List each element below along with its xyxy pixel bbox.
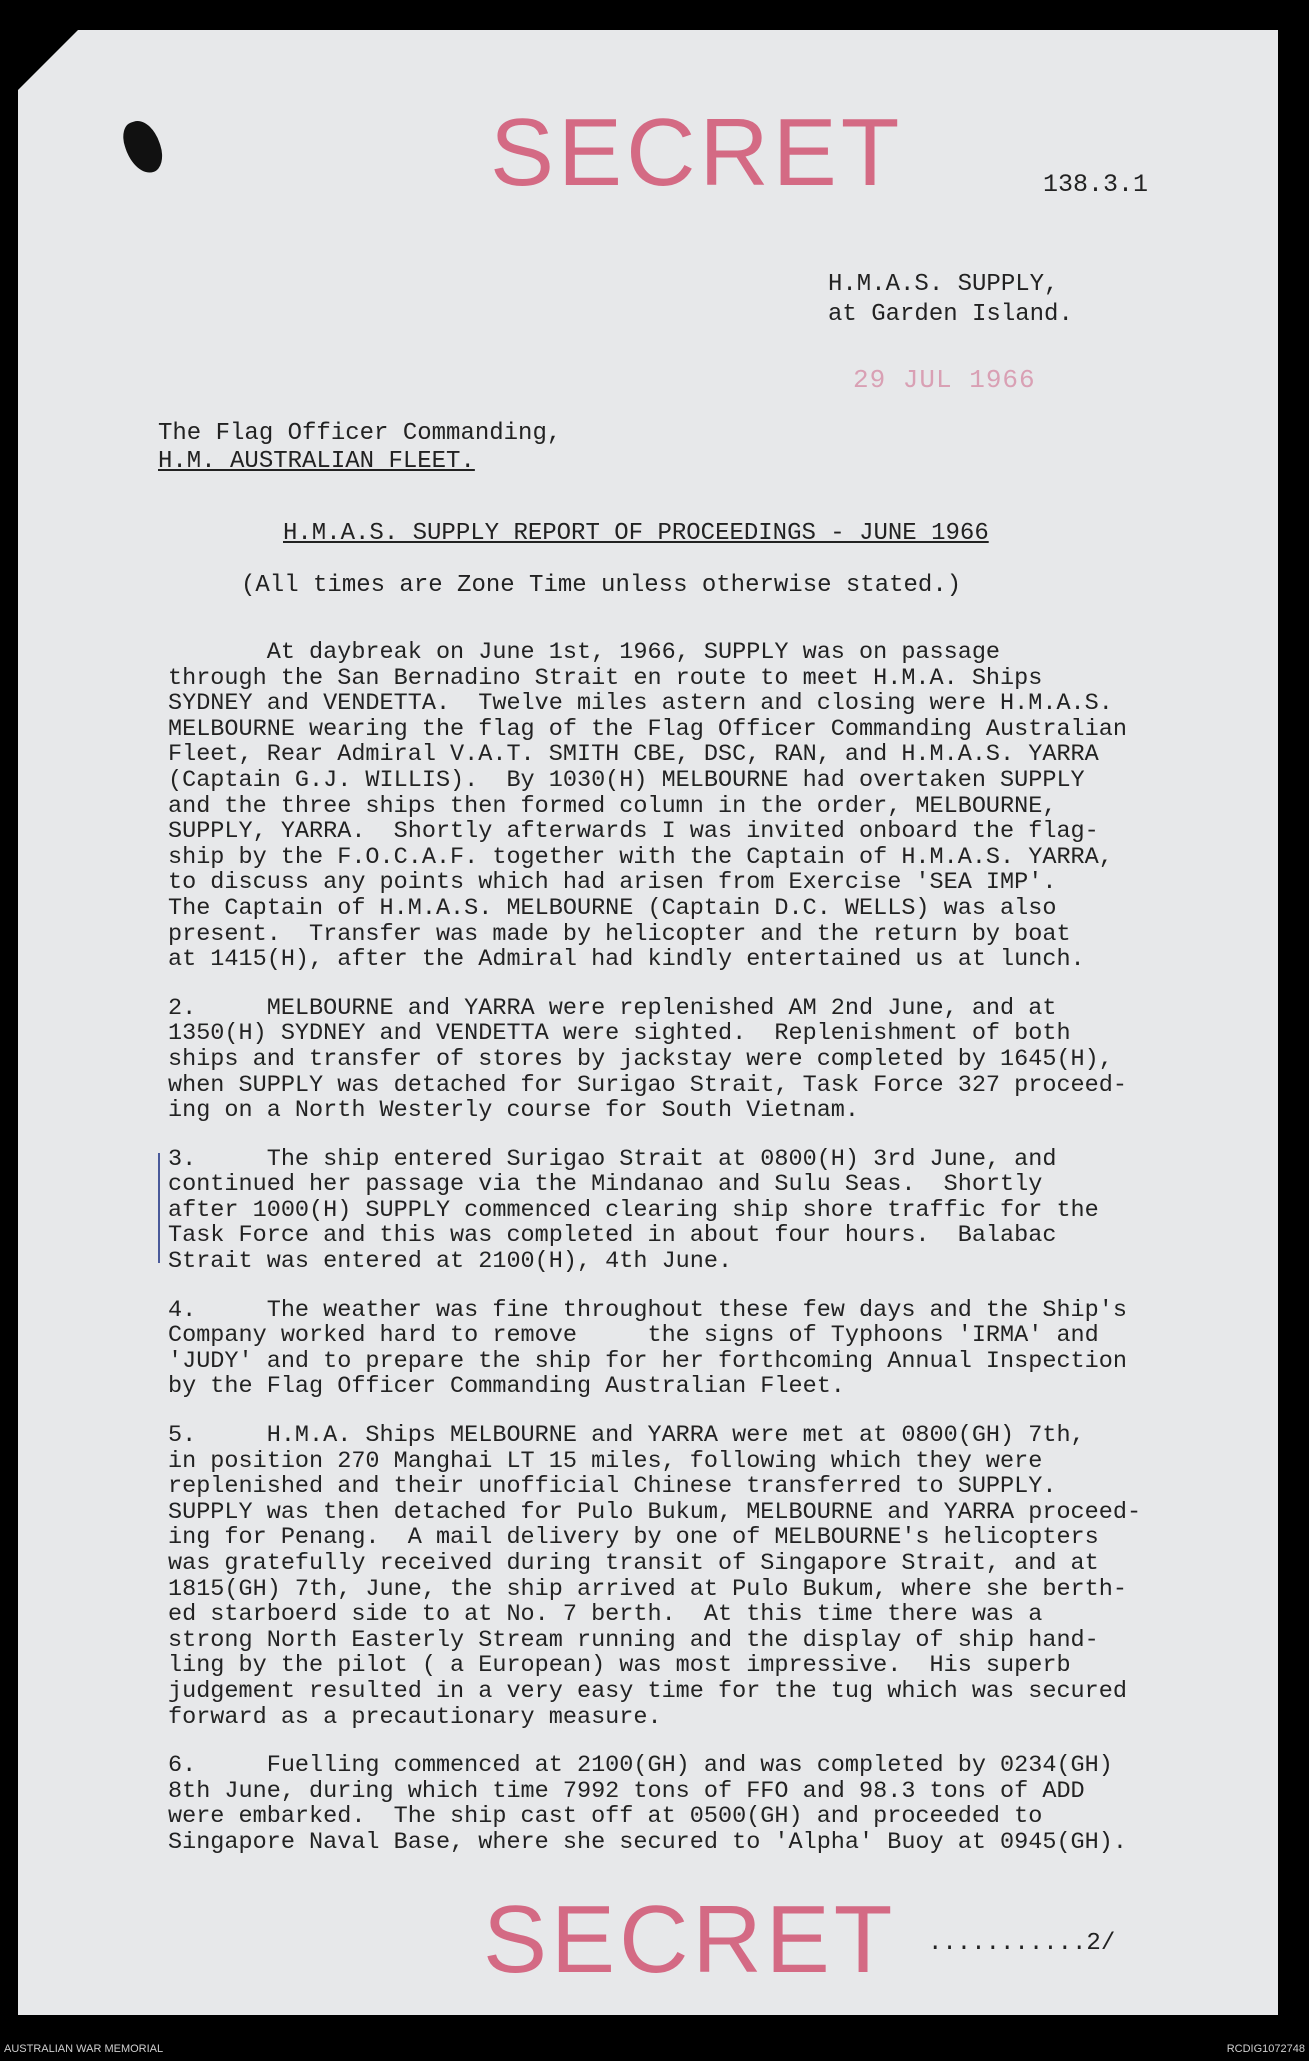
date-stamp: 29 JUL 1966 xyxy=(853,365,1036,395)
paragraph-5: 5. H.M.A. Ships MELBOURNE and YARRA were met at 0800(GH) 7th, in position 270 Manghai LT 15 miles, following which they were replenished and their unofficial Chinese transferred to SUPPLY. SUPPLY was then detached for Pulo Bukum, MELBOURNE and YARRA proceed- ing for Penang. A mail delivery by one of MELBOURNE's helicopters was gratefully received during transit of Singapore Strait, and at 1815(GH) 7th, June, the ship arrived at Pulo Bukum, where she berth- ed starboerd side to at No. 7 berth. At this time there was a strong North Easterly Stream running and the display of ship hand- ling by the pilot ( a European) was most impressive. His superb judgement resulted in a very easy time for the tug which was secured forward as a precautionary measure. xyxy=(168,1422,1142,1731)
report-title: H.M.A.S. SUPPLY REPORT OF PROCEEDINGS - JUNE 1966 xyxy=(283,520,989,547)
sender-line-2: at Garden Island. xyxy=(828,301,1073,328)
time-note: (All times are Zone Time unless otherwise stated.) xyxy=(241,572,962,599)
recipient-address xyxy=(158,420,561,476)
reference-number: 138.3.1 xyxy=(1043,170,1149,199)
paragraph-6: 6. Fuelling commenced at 2100(GH) and was completed by 0234(GH) 8th June, during which time 7992 tons of FFO and 98.3 tons of ADD were embarked. The ship cast off at 0500(GH) and proceeded to Singapore Naval Base, where she secured to 'Alpha' Buoy at 0945(GH). xyxy=(168,1752,1127,1856)
paragraph-3: 3. The ship entered Surigao Strait at 0800(H) 3rd June, and continued her passage via the Mindanao and Sulu Seas. Shortly after 1000(H) SUPPLY commenced clearing ship shore traffic for the Task Force and this was completed in about four hours. Balabac Strait was entered at 2100(H), 4th June. xyxy=(168,1145,1099,1276)
document-page xyxy=(18,30,1278,2015)
report-body xyxy=(168,640,1228,1879)
footer-id: RCDIG1072748 xyxy=(1226,2043,1305,2055)
secret-stamp-top: SECRET xyxy=(490,99,904,206)
sender-address xyxy=(828,270,1073,330)
secret-stamp-bottom: SECRET xyxy=(483,1886,897,1993)
paragraph-4: 4. The weather was fine throughout these few days and the Ship's Company worked hard to remove the signs of Typhoons 'IRMA' and 'JUDY' and to prepare the ship for her forthcoming Annual Inspection by the Flag Officer Commanding Australian Fleet. xyxy=(168,1296,1127,1401)
margin-pen-mark xyxy=(158,1153,160,1263)
sender-line-1: H.M.A.S. SUPPLY, xyxy=(828,271,1059,298)
recipient-line-2: H.M. AUSTRALIAN FLEET. xyxy=(158,448,475,475)
footer-source: AUSTRALIAN WAR MEMORIAL xyxy=(4,2043,164,2055)
recipient-line-1: The Flag Officer Commanding, xyxy=(158,420,562,447)
paragraph-2: 2. MELBOURNE and YARRA were replenished AM 2nd June, and at 1350(H) SYDNEY and VENDETTA were sighted. Replenishment of both ships and transfer of stores by jackstay were completed by 1645(H), when SUPPLY was detached for Surigao Strait, Task Force 327 proceed- ing on a North Westerly course for South Vietnam. xyxy=(168,994,1127,1125)
paragraph-1: At daybreak on June 1st, 1966, SUPPLY was on passage through the San Bernadino Strait en route to meet H.M.A. Ships SYDNEY and VENDETTA. Twelve miles astern and closing were H.M.A.S. MELBOURNE wearing the flag of the Flag Officer Commanding Australian Fleet, Rear Admiral V.A.T. SMITH CBE, DSC, RAN, and H.M.A.S. YARRA (Captain G.J. WILLIS). By 1030(H) MELBOURNE had overtaken SUPPLY and the three ships then formed column in the order, MELBOURNE, SUPPLY, YARRA. Shortly afterwards I was invited onboard the flag- ship by the F.O.C.A.F. together with the Captain of H.M.A.S. YARRA, to discuss any points which had arisen from Exercise 'SEA IMP'. The Captain of H.M.A.S. MELBOURNE (Captain D.C. WELLS) was also present. Transfer was made by helicopter and the return by boat at 1415(H), after the Admiral had kindly entertained us at lunch. xyxy=(168,639,1127,974)
punch-hole xyxy=(118,116,167,178)
folded-corner xyxy=(18,30,78,90)
continuation-marker: ...........2/ xyxy=(928,1930,1116,1957)
